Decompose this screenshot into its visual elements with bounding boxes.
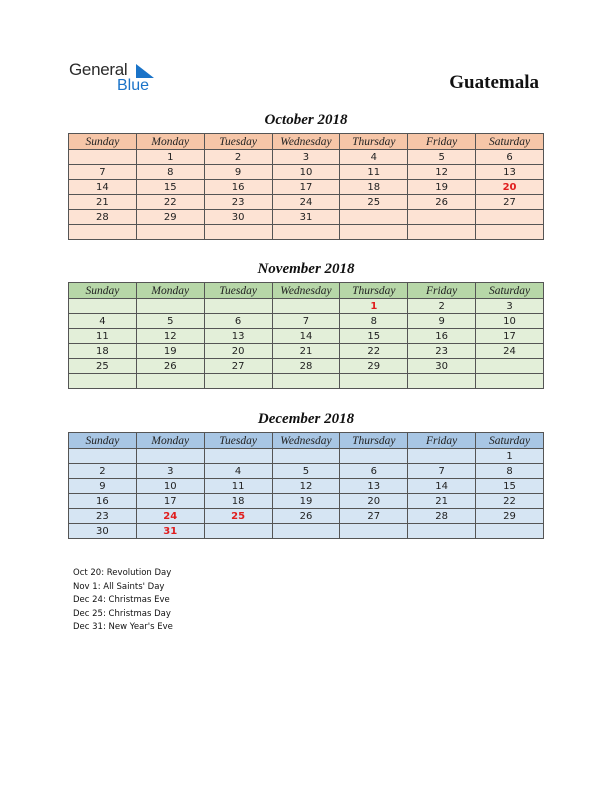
day-cell (408, 225, 476, 240)
week-row (69, 479, 544, 494)
holiday-item: Dec 24: Christmas Eve (73, 595, 170, 606)
weekday-header: Thursday (340, 433, 408, 449)
calendar-october (68, 133, 544, 240)
day-cell: 20 (340, 494, 408, 509)
day-cell (408, 449, 476, 464)
day-cell: 11 (204, 479, 272, 494)
logo-general-text: General (69, 60, 128, 79)
weekday-header-row (69, 134, 544, 150)
day-cell (69, 374, 137, 389)
day-cell: 13 (340, 479, 408, 494)
weekday-header: Wednesday (272, 283, 340, 299)
day-cell: 6 (476, 150, 544, 165)
week-row (69, 374, 544, 389)
day-cell: 16 (69, 494, 137, 509)
week-row (69, 150, 544, 165)
day-cell: 24 (476, 344, 544, 359)
day-cell: 26 (272, 509, 340, 524)
week-row (69, 329, 544, 344)
day-cell: 15 (136, 180, 204, 195)
month-title-december: December 2018 (257, 411, 355, 427)
day-cell (204, 524, 272, 539)
day-cell: 20 (204, 344, 272, 359)
day-cell (204, 449, 272, 464)
day-cell: 27 (476, 195, 544, 210)
weekday-header: Sunday (69, 283, 137, 299)
day-cell: 17 (476, 329, 544, 344)
week-row (69, 299, 544, 314)
week-row (69, 344, 544, 359)
logo-blue-text: Blue (117, 77, 150, 94)
week-row (69, 359, 544, 374)
day-cell: 11 (340, 165, 408, 180)
weekday-header: Monday (136, 283, 204, 299)
day-cell (204, 374, 272, 389)
country-title: Guatemala (449, 72, 539, 93)
day-cell: 2 (408, 299, 476, 314)
day-cell (69, 299, 137, 314)
day-cell: 7 (69, 165, 137, 180)
day-cell: 14 (69, 180, 137, 195)
day-cell: 28 (408, 509, 476, 524)
day-cell: 28 (69, 210, 137, 225)
day-cell: 5 (408, 150, 476, 165)
day-cell (476, 210, 544, 225)
day-cell: 2 (204, 150, 272, 165)
day-cell: 1 (136, 150, 204, 165)
day-cell: 22 (136, 195, 204, 210)
weekday-header: Tuesday (204, 134, 272, 150)
day-cell: 22 (476, 494, 544, 509)
day-cell: 19 (408, 180, 476, 195)
day-cell (69, 449, 137, 464)
day-cell: 26 (408, 195, 476, 210)
weekday-header: Sunday (69, 134, 137, 150)
day-cell: 29 (340, 359, 408, 374)
day-cell: 16 (204, 180, 272, 195)
day-cell: 4 (340, 150, 408, 165)
weekday-header: Thursday (340, 283, 408, 299)
day-cell: 23 (204, 195, 272, 210)
day-cell: 18 (69, 344, 137, 359)
day-cell: 10 (136, 479, 204, 494)
day-cell: 12 (136, 329, 204, 344)
weekday-header: Monday (136, 433, 204, 449)
day-cell (204, 225, 272, 240)
week-row (69, 314, 544, 329)
day-cell: 17 (272, 180, 340, 195)
day-cell: 29 (136, 210, 204, 225)
day-cell: 29 (476, 509, 544, 524)
week-row (69, 449, 544, 464)
day-cell (408, 210, 476, 225)
week-row (69, 464, 544, 479)
day-cell: 3 (272, 150, 340, 165)
day-cell (136, 225, 204, 240)
holiday-item: Nov 1: All Saints' Day (73, 581, 165, 592)
weekday-header: Saturday (476, 283, 544, 299)
weekday-header: Wednesday (272, 433, 340, 449)
day-cell: 3 (136, 464, 204, 479)
week-row (69, 509, 544, 524)
day-cell: 19 (136, 344, 204, 359)
day-cell: 6 (340, 464, 408, 479)
holiday-day-cell: 1 (340, 299, 408, 314)
day-cell: 10 (476, 314, 544, 329)
day-cell: 13 (476, 165, 544, 180)
weekday-header: Saturday (476, 433, 544, 449)
day-cell (272, 374, 340, 389)
day-cell: 30 (204, 210, 272, 225)
day-cell (272, 299, 340, 314)
day-cell: 9 (204, 165, 272, 180)
weekday-header: Tuesday (204, 283, 272, 299)
holiday-item: Oct 20: Revolution Day (73, 568, 172, 578)
day-cell: 14 (272, 329, 340, 344)
weekday-header: Sunday (69, 433, 137, 449)
weekday-header: Friday (408, 283, 476, 299)
day-cell: 5 (136, 314, 204, 329)
day-cell: 4 (204, 464, 272, 479)
day-cell: 27 (204, 359, 272, 374)
day-cell: 8 (340, 314, 408, 329)
day-cell: 19 (272, 494, 340, 509)
holiday-list (73, 567, 173, 635)
week-row (69, 165, 544, 180)
weekday-header: Thursday (340, 134, 408, 150)
month-title-october: October 2018 (264, 112, 348, 128)
day-cell: 26 (136, 359, 204, 374)
weekday-header: Tuesday (204, 433, 272, 449)
day-cell: 13 (204, 329, 272, 344)
day-cell (408, 374, 476, 389)
day-cell: 2 (69, 464, 137, 479)
week-row (69, 210, 544, 225)
month-title-november: November 2018 (257, 261, 355, 277)
day-cell (476, 374, 544, 389)
weekday-header-row (69, 433, 544, 449)
day-cell: 5 (272, 464, 340, 479)
day-cell: 28 (272, 359, 340, 374)
day-cell: 14 (408, 479, 476, 494)
calendar-november (68, 282, 544, 389)
weekday-header: Monday (136, 134, 204, 150)
weekday-header: Saturday (476, 134, 544, 150)
day-cell: 3 (476, 299, 544, 314)
general-blue-logo (69, 60, 169, 96)
day-cell: 16 (408, 329, 476, 344)
day-cell: 1 (476, 449, 544, 464)
day-cell: 15 (476, 479, 544, 494)
day-cell (272, 225, 340, 240)
day-cell: 31 (272, 210, 340, 225)
day-cell: 30 (408, 359, 476, 374)
weekday-header: Wednesday (272, 134, 340, 150)
day-cell: 6 (204, 314, 272, 329)
day-cell (408, 524, 476, 539)
day-cell: 7 (272, 314, 340, 329)
calendar-december (68, 432, 544, 539)
day-cell: 11 (69, 329, 137, 344)
day-cell: 27 (340, 509, 408, 524)
day-cell (476, 225, 544, 240)
day-cell: 15 (340, 329, 408, 344)
holiday-item: Dec 25: Christmas Day (73, 608, 171, 619)
week-row (69, 180, 544, 195)
day-cell (340, 524, 408, 539)
day-cell: 21 (408, 494, 476, 509)
day-cell (340, 449, 408, 464)
day-cell (272, 524, 340, 539)
day-cell (69, 225, 137, 240)
holiday-day-cell: 25 (204, 509, 272, 524)
weekday-header: Friday (408, 433, 476, 449)
day-cell: 9 (408, 314, 476, 329)
day-cell (136, 299, 204, 314)
day-cell: 21 (69, 195, 137, 210)
week-row (69, 195, 544, 210)
day-cell: 8 (476, 464, 544, 479)
day-cell (204, 299, 272, 314)
week-row (69, 524, 544, 539)
day-cell: 9 (69, 479, 137, 494)
day-cell: 18 (340, 180, 408, 195)
week-row (69, 225, 544, 240)
day-cell (272, 449, 340, 464)
day-cell: 8 (136, 165, 204, 180)
holiday-day-cell: 20 (476, 180, 544, 195)
day-cell: 25 (69, 359, 137, 374)
day-cell (476, 524, 544, 539)
day-cell: 10 (272, 165, 340, 180)
day-cell (476, 359, 544, 374)
day-cell: 21 (272, 344, 340, 359)
logo-triangle-icon (136, 64, 154, 78)
weekday-header: Friday (408, 134, 476, 150)
day-cell (340, 225, 408, 240)
week-row (69, 494, 544, 509)
day-cell: 23 (69, 509, 137, 524)
day-cell: 18 (204, 494, 272, 509)
day-cell: 12 (408, 165, 476, 180)
day-cell (69, 150, 137, 165)
weekday-header-row (69, 283, 544, 299)
day-cell: 23 (408, 344, 476, 359)
day-cell: 12 (272, 479, 340, 494)
day-cell: 4 (69, 314, 137, 329)
day-cell: 22 (340, 344, 408, 359)
day-cell (136, 449, 204, 464)
day-cell: 30 (69, 524, 137, 539)
day-cell: 7 (408, 464, 476, 479)
holiday-day-cell: 24 (136, 509, 204, 524)
day-cell: 17 (136, 494, 204, 509)
day-cell (136, 374, 204, 389)
day-cell: 24 (272, 195, 340, 210)
day-cell (340, 374, 408, 389)
holiday-item: Dec 31: New Year's Eve (73, 622, 173, 633)
day-cell: 25 (340, 195, 408, 210)
holiday-day-cell: 31 (136, 524, 204, 539)
day-cell (340, 210, 408, 225)
